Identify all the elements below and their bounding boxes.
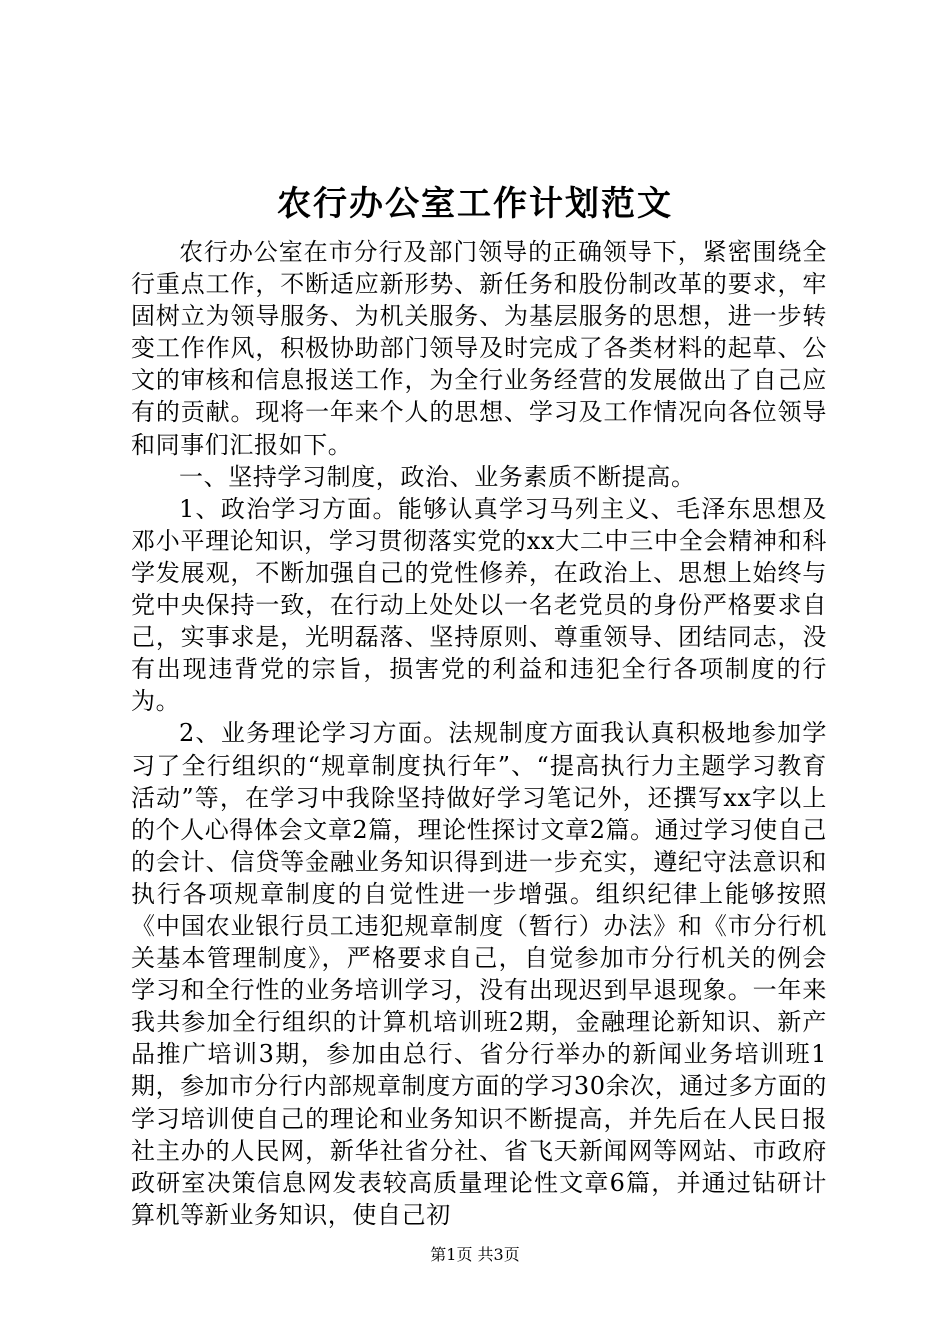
paragraph-business-study: 2、业务理论学习方面。法规制度方面我认真积极地参加学习了全行组织的“规章制度执行年”、“提高执行力主题学习教育活动”等，在学习中我除坚持做好学习笔记外，还撰写xx字以上的个人心得体会文章2篇，理论性探讨文章2篇。通过学习使自己的会计、信贷等金融业务知识得到进一步充实，遵纪守法意识和执行各项规章制度的自觉性进一步增强。组织纪律上能够按照《中国农业银行员工违犯规章制度（暂行）办法》和《市分行机关基本管理制度》，严格要求自己，自觉参加市分行机关的例会学习和全行性的业务培训学习，没有出现迟到早退现象。一年来我共参加全行组织的计算机培训班2期，金融理论新知识、新产品推广培训3期，参加由总行、省分行举办的新闻业务培训班1期，参加市分行内部规章制度方面的学习30余次，通过多方面的学习培训使自己的理论和业务知识不断提高，并先后在人民日报社主办的人民网，新华社省分社、省飞天新闻网等网站、市政府政研室决策信息网发表较高质量理论性文章6篇，并通过钻研计算机等新业务知识，使自己初	[131, 719, 827, 1229]
paragraph-intro: 农行办公室在市分行及部门领导的正确领导下，紧密围绕全行重点工作，不断适应新形势、新任务和股份制改革的要求，牢固树立为领导服务、为机关服务、为基层服务的思想，进一步转变工作作风，积极协助部门领导及时完成了各类材料的起草、公文的审核和信息报送工作，为全行业务经营的发展做出了自己应有的贡献。现将一年来个人的思想、学习及工作情况向各位领导和同事们汇报如下。	[131, 238, 827, 459]
document-body	[131, 236, 827, 1231]
paragraph-political-study: 1、政治学习方面。能够认真学习马列主义、毛泽东思想及邓小平理论知识，学习贯彻落实党的xx大二中三中全会精神和科学发展观，不断加强自己的党性修养，在政治上、思想上始终与党中央保持一致，在行动上处处以一名老党员的身份严格要求自己，实事求是，光明磊落、坚持原则、尊重领导、团结同志，没有出现违背党的宗旨，损害党的利益和违犯全行各项制度的行为。	[131, 494, 827, 716]
paragraph-section-heading: 一、坚持学习制度，政治、业务素质不断提高。	[179, 462, 696, 491]
page-footer: 第1页 共3页	[430, 1245, 520, 1264]
document-title: 农行办公室工作计划范文	[277, 184, 673, 224]
